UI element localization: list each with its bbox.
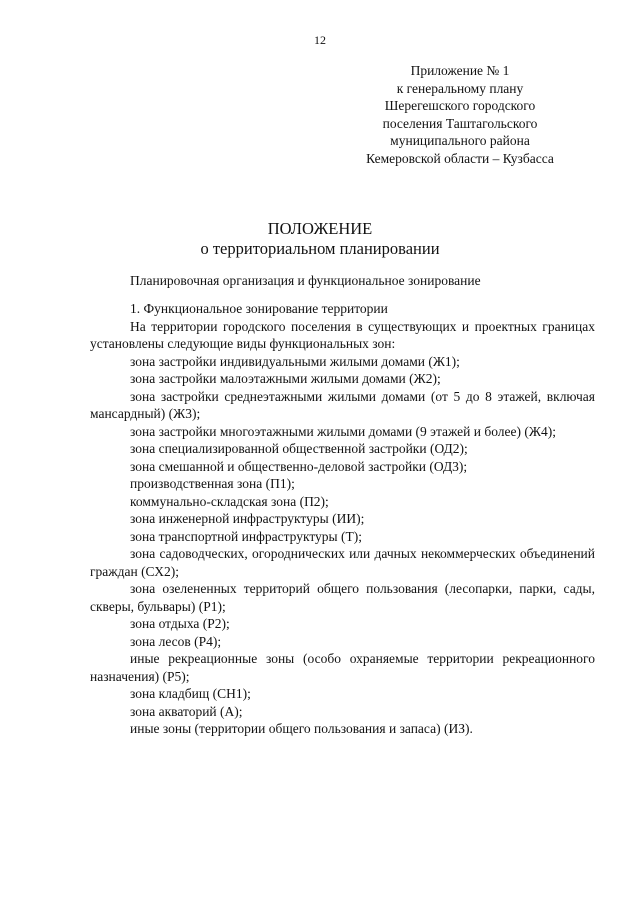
zone-item: зона транспортной инфраструктуры (Т); — [130, 528, 362, 544]
zone-item: иные рекреационные зоны (особо охраняемые территории рекреационного назначения) (Р5); — [90, 651, 595, 684]
subheading: 1. Функциональное зонирование территории — [130, 301, 388, 316]
zone-item: зона инженерной инфраструктуры (ИИ); — [130, 511, 365, 526]
zone-item: зона застройки многоэтажными жилыми домами (9 этажей и более) (Ж4); — [130, 423, 556, 439]
document-title — [0, 219, 640, 259]
page-number: 12 — [314, 33, 326, 47]
zone-item: зона смешанной и общественно-деловой застройки (ОД3); — [130, 458, 468, 474]
title-sub: о территориальном планировании — [200, 239, 440, 258]
title-main: ПОЛОЖЕНИЕ — [267, 219, 373, 238]
zone-item: зона застройки среднеэтажными жилыми домами (от 5 до 8 этажей, включая мансардный) (Ж3); — [90, 388, 595, 421]
zone-item: коммунально-складская зона (П2); — [130, 493, 329, 509]
zone-item: зона застройки малоэтажными жилыми домами (Ж2); — [130, 371, 441, 386]
zone-item: зона кладбищ (СН1); — [130, 686, 251, 701]
appendix-line: поселения Таштагольского — [382, 115, 538, 131]
appendix-line: муниципального района — [390, 133, 530, 148]
appendix-line: Кемеровской области – Кузбасса — [366, 150, 554, 166]
intro-paragraph: На территории городского поселения в существующих и проектных границах установлены следующие виды функциональных зон: — [90, 318, 595, 351]
document-body — [90, 300, 595, 738]
zone-item: зона отдыха (Р2); — [130, 616, 230, 631]
appendix-header — [330, 62, 590, 167]
zone-item: иные зоны (территории общего пользования и запаса) (ИЗ). — [130, 721, 473, 736]
appendix-line: к генеральному плану — [396, 80, 524, 96]
zone-item: зона озелененных территорий общего пользования (лесопарки, парки, сады, скверы, бульвары) (Р1); — [90, 581, 595, 614]
appendix-line: Шерегешского городского — [384, 98, 536, 113]
appendix-line: Приложение № 1 — [410, 63, 510, 78]
zone-item: зона специализированной общественной застройки (ОД2); — [130, 441, 468, 456]
zone-item: зона садоводческих, огороднических или дачных некоммерческих объединений граждан (СХ2); — [90, 546, 595, 579]
zone-item: зона акваторий (А); — [130, 703, 243, 719]
zone-item: производственная зона (П1); — [130, 476, 295, 491]
section-heading: Планировочная организация и функциональное зонирование — [130, 273, 481, 288]
zone-item: зона застройки индивидуальными жилыми домами (Ж1); — [130, 353, 460, 369]
zone-item: зона лесов (Р4); — [130, 633, 222, 649]
